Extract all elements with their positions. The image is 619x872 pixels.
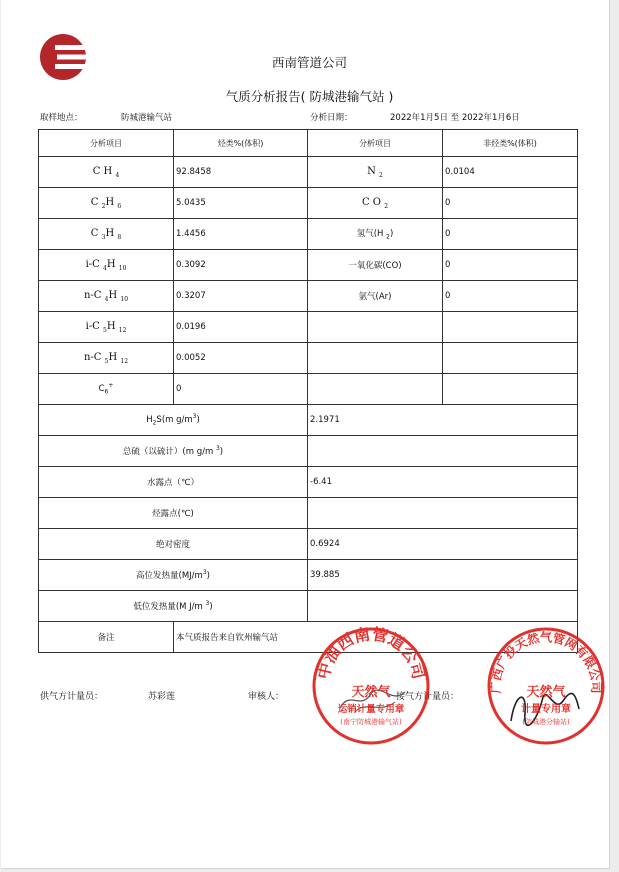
prop-label-hc-dew: 烃露点(℃) <box>39 498 308 529</box>
component-ar: 氩气(Ar) <box>308 281 443 312</box>
table-row <box>39 281 578 312</box>
value-cell: 0.3207 <box>174 281 308 312</box>
table-header-row <box>39 130 578 157</box>
stamp2-line1: 计量专用章 <box>521 704 571 715</box>
stamp1-ring-text: 中油西南管道公司 <box>313 625 429 681</box>
remark-label: 备注 <box>39 622 174 653</box>
value-cell: 92.8458 <box>174 157 308 188</box>
value-cell: 0 <box>443 281 578 312</box>
date-label: 分析日期： <box>310 113 353 123</box>
stamp1-inner-text: 天然气 <box>351 685 391 700</box>
component-ic4h10: i-C $_4$H $_{10}$ <box>39 250 174 281</box>
table-row <box>39 374 578 405</box>
table-row <box>39 219 578 250</box>
col-header: 烃类%(体积) <box>174 130 308 157</box>
value-cell: 0.0052 <box>174 343 308 374</box>
company-name: 西南管道公司 <box>271 55 347 70</box>
prop-label-h2s: $H_2S(m$ $g/m^3$) <box>39 405 308 436</box>
prop-value: 2.1971 <box>308 405 578 436</box>
table-row <box>39 157 578 188</box>
location-label: 取样地点： <box>40 113 83 123</box>
table-row <box>39 405 578 436</box>
value-cell: 0 <box>174 374 308 405</box>
empty-cell <box>308 312 443 343</box>
value-cell: 0 <box>443 219 578 250</box>
prop-value: -6.41 <box>308 467 578 498</box>
empty-cell <box>308 343 443 374</box>
component-co2: C O $_2$ <box>308 188 443 219</box>
svg-text:广西广投天然气管网有限公司 <box>488 629 603 693</box>
value-cell: 0.0104 <box>443 157 578 188</box>
table-row <box>39 343 578 374</box>
prop-label-lhv: 低位发热量(M J/m $^3$) <box>39 591 308 622</box>
empty-cell <box>443 312 578 343</box>
prop-value <box>308 498 578 529</box>
prop-value <box>308 436 578 467</box>
component-ch4: C H $_4$ <box>39 157 174 188</box>
empty-cell <box>443 374 578 405</box>
empty-cell <box>308 374 443 405</box>
stamp2-line2: (防城港分输站) <box>522 718 570 726</box>
value-cell: 5.0435 <box>174 188 308 219</box>
table-row <box>39 560 578 591</box>
table-row <box>39 498 578 529</box>
prop-label-density: 绝对密度 <box>39 529 308 560</box>
table-row <box>39 591 578 622</box>
table-row <box>39 467 578 498</box>
value-cell: 0.3092 <box>174 250 308 281</box>
table-row <box>39 436 578 467</box>
value-cell: 0.0196 <box>174 312 308 343</box>
component-nc4h10: n-C $_4$H $_{10}$ <box>39 281 174 312</box>
component-nc5h12: n-C $_5$H $_{12}$ <box>39 343 174 374</box>
supplier-name: 苏彩莲 <box>148 692 176 702</box>
location-value: 防城港输气站 <box>121 113 173 123</box>
table-row <box>39 188 578 219</box>
table-row <box>39 250 578 281</box>
receiver-label: 接气方计量员： <box>396 692 460 702</box>
remark-value: 本气质报告来自钦州输气站 <box>174 622 578 653</box>
col-header: 分析项目 <box>39 130 174 157</box>
stamp1-line2: (南宁防城港输气站) <box>340 718 402 726</box>
stamp2-ring-text: 广西广投天然气管网有限公司 <box>488 630 604 694</box>
svg-text:中油西南管道公司 <box>314 625 429 681</box>
table-row <box>39 529 578 560</box>
component-c6plus: $C_6^+$ <box>39 374 174 405</box>
prop-label-total-sulfur: 总硫（以硫计）(m g/m $^3$) <box>39 436 308 467</box>
stamp1-line1: 运销计量专用章 <box>337 704 405 715</box>
component-c3h8: C $_3$H $_8$ <box>39 219 174 250</box>
col-header: 非烃类%(体积) <box>443 130 578 157</box>
empty-cell <box>443 343 578 374</box>
stamp2-inner-text: 天然气 <box>526 685 566 700</box>
table-row <box>39 312 578 343</box>
value-cell: 1.4456 <box>174 219 308 250</box>
value-cell: 0 <box>443 250 578 281</box>
analysis-table <box>38 129 578 653</box>
prop-label-water-dew: 水露点（℃） <box>39 467 308 498</box>
prop-value <box>308 591 578 622</box>
date-value: 2022年1月5日 至 2022年1月6日 <box>390 113 520 123</box>
gas-network-stamp <box>485 625 607 747</box>
component-h2: 氢气(H $_2$) <box>308 219 443 250</box>
prop-value: 0.6924 <box>308 529 578 560</box>
report-title: 气质分析报告( 防城港输气站 ) <box>225 89 394 104</box>
reviewer-label: 审核人： <box>248 692 285 702</box>
supplier-label: 供气方计量员： <box>40 692 104 702</box>
component-co: 一氧化碳(CO) <box>308 250 443 281</box>
col-header: 分析项目 <box>308 130 443 157</box>
prop-label-hhv: 高位发热量$(MJ/m^3)$ <box>39 560 308 591</box>
prop-value: 39.885 <box>308 560 578 591</box>
pipeline-company-stamp <box>310 625 432 747</box>
component-n2: N $_2$ <box>308 157 443 188</box>
value-cell: 0 <box>443 188 578 219</box>
component-ic5h12: i-C $_5$H $_{12}$ <box>39 312 174 343</box>
component-c2h6: C $_2$H $_6$ <box>39 188 174 219</box>
